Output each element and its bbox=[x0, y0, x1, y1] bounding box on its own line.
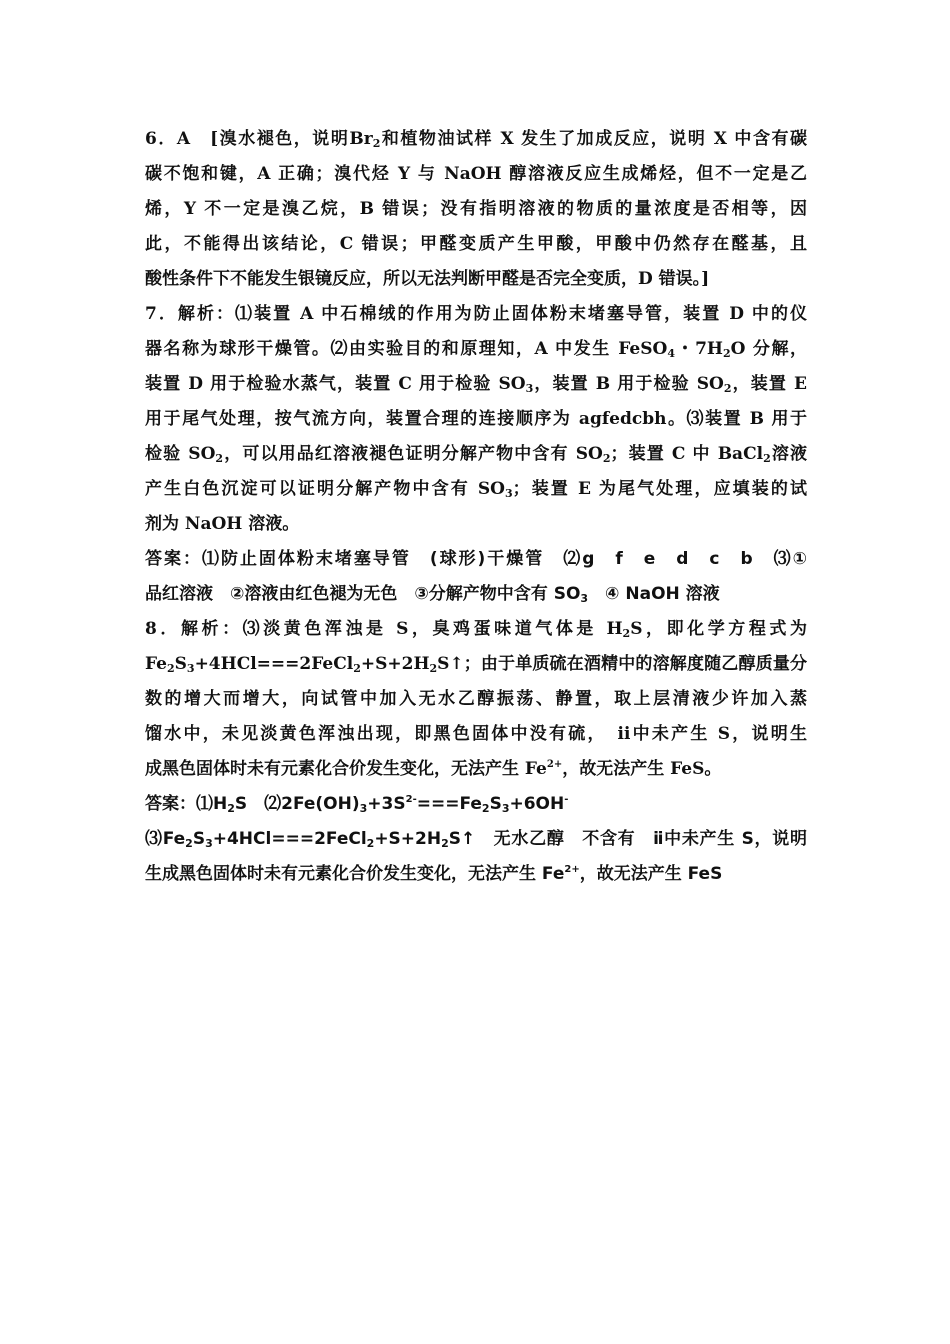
q6-line-5: 酸性条件下不能发生银镜反应，所以无法判断甲醛是否完全变质，D 错误。] bbox=[145, 269, 710, 289]
q7-line-6: 产生白色沉淀可以证明分解产物中含有 $SO_3$；装置 E 为尾气处理，应填装的试 bbox=[145, 479, 807, 500]
q6-line-1: 6．A [溴水褪色，说明$Br_2$和植物油试样 X 发生了加成反应，说明 X 中含有碳 bbox=[145, 129, 807, 150]
q8-answer-line-3: 生成黑色固体时未有元素化合价发生变化，无法产生 $Fe^{2+}$，故无法产生 FeS bbox=[145, 864, 723, 884]
q7-answer-line-1: 答案：⑴防止固体粉末堵塞导管 (球形)干燥管 ⑵g f e d c b ⑶① bbox=[145, 549, 807, 569]
q7-line-3: 装置 D 用于检验水蒸气，装置 C 用于检验 $SO_3$，装置 B 用于检验 $SO_2$，装置 E bbox=[145, 374, 807, 395]
q7-line-5: 检验 $SO_2$，可以用品红溶液褪色证明分解产物中含有 $SO_2$；装置 C 中 BaCl$_2$溶液 bbox=[145, 444, 807, 465]
answer-document bbox=[145, 122, 807, 892]
q8-line-2: $Fe_2S_3+4HCl===2FeCl_2+S+2H_2S↑$；由于单质硫在酒精中的溶解度随乙醇质量分 bbox=[145, 654, 807, 675]
q7-answer-line-2: 品红溶液 ②溶液由红色褪为无色 ③分解产物中含有 $SO_3$ ④ NaOH 溶液 bbox=[145, 584, 720, 605]
q6-line-3: 烯，Y 不一定是溴乙烷，B 错误；没有指明溶液的物质的量浓度是否相等，因 bbox=[145, 199, 807, 219]
q7-line-7: 剂为 NaOH 溶液。 bbox=[145, 514, 300, 534]
q8-line-4: 馏水中，未见淡黄色浑浊出现，即黑色固体中没有硫， ⅱ中未产生 S，说明生 bbox=[145, 724, 807, 744]
q8-line-5: 成黑色固体时未有元素化合价发生变化，无法产生 $Fe^{2+}$，故无法产生 FeS。 bbox=[145, 759, 722, 779]
q8-answer-line-1: 答案：$⑴H_2S$ $⑵2Fe(OH)_3+3S^{2-}===Fe_2S_3+6OH^-$ bbox=[145, 794, 569, 815]
q6-line-2: 碳不饱和键，A 正确；溴代烃 Y 与 NaOH 醇溶液反应生成烯烃，但不一定是乙 bbox=[145, 164, 807, 184]
q8-answer-line-2: $⑶Fe_2S_3+4HCl===2FeCl_2+S+2H_2S↑$ 无水乙醇 不含有 ⅱ中未产生 S，说明 bbox=[145, 829, 807, 850]
q8-line-1: 8．解析：⑶淡黄色浑浊是 S，臭鸡蛋味道气体是 $H_2S$，即化学方程式为 bbox=[145, 619, 807, 640]
q7-line-2: 器名称为球形干燥管。⑵由实验目的和原理知，A 中发生 FeSO$_4$・$7H_2O$ 分解， bbox=[145, 339, 807, 360]
q7-line-1: 7．解析：⑴装置 A 中石棉绒的作用为防止固体粉末堵塞导管，装置 D 中的仪 bbox=[145, 304, 807, 324]
q8-line-3: 数的增大而增大，向试管中加入无水乙醇振荡、静置，取上层清液少许加入蒸 bbox=[145, 689, 807, 709]
q6-line-4: 此，不能得出该结论，C 错误；甲醛变质产生甲酸，甲酸中仍然存在醛基，且 bbox=[145, 234, 807, 254]
q7-line-4: 用于尾气处理，按气流方向，装置合理的连接顺序为 agfedcbh。⑶装置 B 用于 bbox=[145, 409, 807, 429]
